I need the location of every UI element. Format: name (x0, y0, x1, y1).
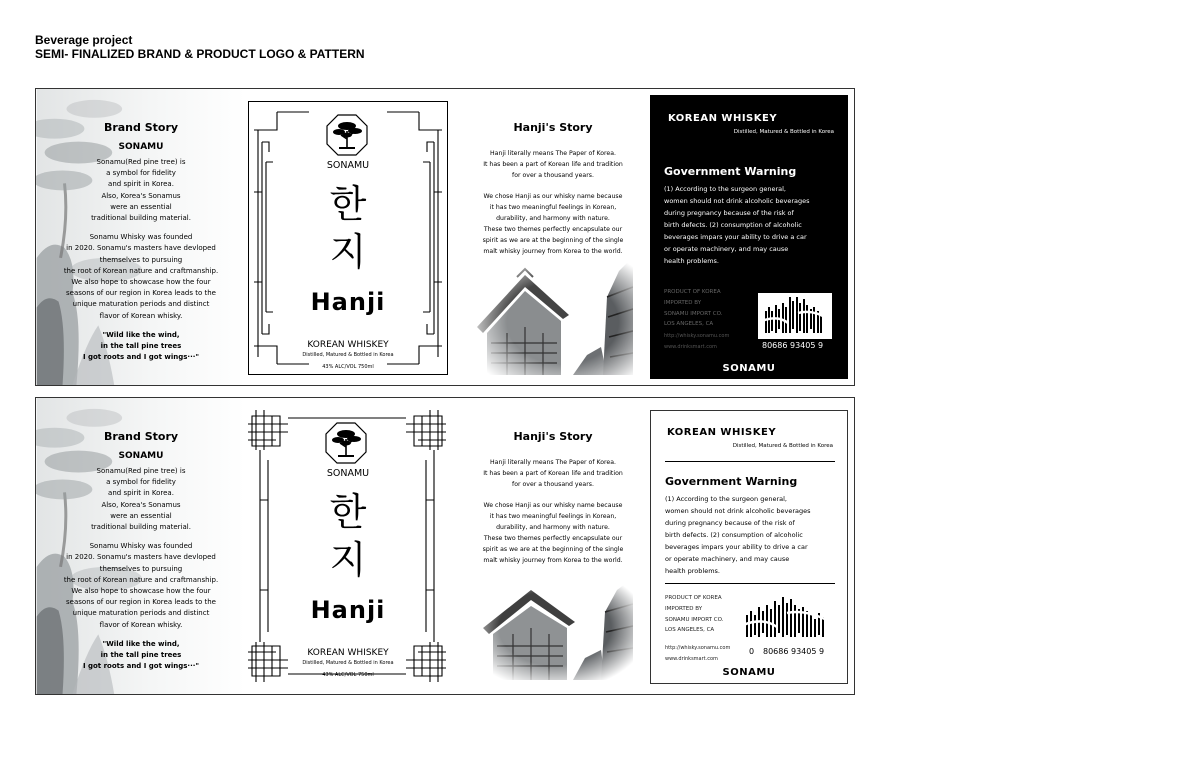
korean-palace-photo (477, 257, 633, 375)
text-line: We also hope to showcase how the four (71, 587, 211, 596)
text-line: for over a thousand years. (512, 481, 594, 488)
text-line: birth defects. (2) consumption of alcoholic (664, 221, 802, 229)
text-line: health problems. (664, 257, 719, 265)
korean-title-ji: 지 (329, 538, 367, 582)
product-type: KOREAN WHISKEY (307, 648, 389, 658)
text-line: beverages impars your ability to drive a car (664, 233, 807, 241)
project-subtitle: SEMI- FINALIZED BRAND & PRODUCT LOGO & PATTERN (35, 47, 365, 61)
text-line: the root of Korean nature and craftmanship. (63, 266, 219, 275)
text-line: PRODUCT OF KOREA (664, 289, 721, 295)
government-warning-title: Government Warning (665, 475, 798, 488)
text-line: "Wild like the wind, (102, 639, 180, 648)
label-sheet-1 (35, 88, 855, 386)
hanji-story-paragraph-1 (473, 457, 633, 490)
abv-volume: 43% ALC/VOL 750ml (322, 672, 374, 678)
text-line: in 2020. Sonamu's masters have devloped (66, 553, 216, 562)
divider (665, 583, 835, 584)
text-line: it has two meaningful feelings in Korean, (489, 513, 617, 520)
text-line: malt whisky journey from Korea to the world. (483, 557, 623, 564)
text-line: SONAMU IMPORT CO. (664, 310, 723, 317)
government-warning-title: Government Warning (664, 165, 797, 178)
hanji-story-section (473, 121, 633, 267)
back-distilled-text: Distilled, Matured & Bottled in Korea (732, 443, 833, 449)
import-info (665, 593, 723, 636)
text-line: Also, Korea's Sonamus (101, 500, 181, 509)
text-line: women should not drink alcoholic beverages (665, 507, 811, 515)
front-brand-name: SONAMU (326, 468, 370, 479)
text-line: Also, Korea's Sonamus (101, 191, 181, 200)
brand-quote (56, 639, 226, 673)
website-url: www.drinksmart.com (664, 343, 717, 350)
text-line: a symbol for fidelity (106, 169, 176, 178)
brand-story-paragraph-1 (56, 466, 226, 533)
text-line: flavor of Korean whisky. (99, 311, 183, 320)
government-warning-text (665, 493, 845, 577)
front-label (248, 101, 448, 375)
text-line: It has been a part of Korean life and tradition (483, 470, 623, 477)
barcode-prefix: 0 (749, 647, 755, 656)
brand-story-paragraph-2 (56, 232, 226, 322)
brand-story-title: Brand Story (103, 430, 179, 443)
back-label-light (650, 410, 848, 684)
website-links (664, 331, 729, 352)
text-line: birth defects. (2) consumption of alcoholic (665, 531, 803, 539)
text-line: in the tall pine trees (100, 342, 182, 351)
text-line: SONAMU IMPORT CO. (665, 616, 724, 623)
barcode-number: 80686 93405 9 (762, 341, 824, 350)
text-line: We also hope to showcase how the four (71, 278, 211, 287)
distilled-text: Distilled, Matured & Bottled in Korea (302, 660, 394, 666)
hanji-story-paragraph-1 (473, 148, 633, 181)
text-line: spirit as we are at the beginning of the single (482, 546, 624, 553)
text-line: LOS ANGELES, CA (664, 321, 714, 328)
project-title: Beverage project (35, 33, 133, 47)
text-line: spirit as we are at the beginning of the single (482, 237, 624, 244)
barcode-number: 80686 93405 9 (763, 647, 825, 656)
text-line: themselves to pursuing (99, 564, 183, 573)
text-line: We chose Hanji as our whisky name because (483, 193, 623, 200)
text-line: flavor of Korean whisky. (99, 620, 183, 629)
text-line: a symbol for fidelity (106, 478, 176, 487)
text-line: and spirit in Korea. (108, 489, 174, 498)
text-line: I got roots and I got wings···" (82, 662, 200, 671)
website-url: http://whisky.sonamu.com (665, 645, 731, 651)
text-line: durability, and harmony with nature. (496, 524, 610, 531)
text-line: beverages impars your ability to drive a car (665, 543, 808, 551)
back-brand-footer: SONAMU (722, 667, 776, 678)
text-line: themselves to pursuing (99, 255, 183, 264)
text-line: We chose Hanji as our whisky name because (483, 502, 623, 509)
text-line: IMPORTED BY (665, 605, 703, 612)
abv-volume: 43% ALC/VOL 750ml (322, 364, 374, 370)
product-name: Hanji (310, 288, 386, 316)
divider (665, 461, 835, 462)
website-url: http://whisky.sonamu.com (664, 333, 730, 339)
back-brand-footer: SONAMU (722, 363, 776, 374)
brand-story-paragraph-2 (56, 541, 226, 631)
text-line: in the tall pine trees (100, 651, 182, 660)
text-line: These two themes perfectly encapsulate our (483, 226, 623, 233)
text-line: I got roots and I got wings···" (82, 353, 200, 362)
brand-story-section (36, 398, 246, 694)
text-line: for over a thousand years. (512, 172, 594, 179)
label-sheet-2 (35, 397, 855, 695)
hanji-story-section (473, 430, 633, 576)
text-line: Hanji literally means The Paper of Korea. (490, 150, 616, 157)
text-line: (1) According to the surgeon general, (664, 185, 786, 193)
text-line: unique maturation periods and distinct (72, 300, 210, 309)
text-line: during pregnancy because of the risk of (664, 209, 794, 217)
text-line: in 2020. Sonamu's masters have devloped (66, 244, 216, 253)
text-line: malt whisky journey from Korea to the world. (483, 248, 623, 255)
text-line: These two themes perfectly encapsulate our (483, 535, 623, 542)
text-line: were an essential (110, 511, 172, 520)
text-line: LOS ANGELES, CA (665, 627, 715, 634)
website-links (665, 643, 730, 664)
pine-tree-emblem-icon (325, 113, 369, 157)
text-line: health problems. (665, 567, 720, 575)
text-line: IMPORTED BY (664, 299, 702, 306)
back-product-type: KOREAN WHISKEY (667, 427, 777, 438)
hanji-story-paragraph-2 (473, 500, 633, 566)
text-line: during pregnancy because of the risk of (665, 519, 795, 527)
pine-tree-emblem-icon (324, 421, 368, 465)
text-line: Sonamu Whisky was founded (89, 233, 193, 242)
text-line: Sonamu(Red pine tree) is (96, 158, 186, 166)
text-line: or operate machinery, and may cause (664, 245, 789, 253)
product-type: KOREAN WHISKEY (307, 340, 389, 350)
brand-story-paragraph-1 (56, 157, 226, 224)
text-line: seasons of our region in Korea leads to the (66, 289, 216, 298)
text-line: or operate machinery, and may cause (665, 555, 790, 563)
text-line: and spirit in Korea. (108, 180, 174, 189)
text-line: it has two meaningful feelings in Korean, (489, 204, 617, 211)
hanji-story-title: Hanji's Story (513, 430, 593, 443)
hanji-story-title: Hanji's Story (513, 121, 593, 134)
back-label-dark (650, 95, 848, 379)
text-line: traditional building material. (91, 523, 191, 532)
barcode-icon (741, 595, 833, 641)
back-product-type: KOREAN WHISKEY (668, 113, 778, 124)
text-line: PRODUCT OF KOREA (665, 595, 722, 601)
website-url: www.drinksmart.com (665, 655, 718, 662)
text-line: Sonamu(Red pine tree) is (96, 467, 186, 475)
text-line: It has been a part of Korean life and tradition (483, 161, 623, 168)
text-line: seasons of our region in Korea leads to the (66, 598, 216, 607)
barcode-icon (758, 293, 832, 339)
front-label (248, 410, 448, 684)
brand-story-name: SONAMU (118, 451, 164, 461)
import-info (664, 287, 722, 330)
text-line: traditional building material. (91, 214, 191, 223)
text-line: unique maturation periods and distinct (72, 609, 210, 618)
text-line: women should not drink alcoholic beverages (664, 197, 810, 205)
product-name: Hanji (310, 596, 386, 624)
korean-title-han: 한 (329, 490, 367, 534)
korean-title-ji: 지 (329, 230, 367, 274)
text-line: Sonamu Whisky was founded (89, 542, 193, 551)
distilled-text: Distilled, Matured & Bottled in Korea (302, 352, 394, 358)
korean-title-han: 한 (329, 182, 367, 226)
brand-story-name: SONAMU (118, 142, 164, 152)
brand-story-title: Brand Story (103, 121, 179, 134)
text-line: were an essential (110, 202, 172, 211)
korean-palace-photo (477, 576, 633, 680)
back-distilled-text: Distilled, Matured & Bottled in Korea (733, 129, 834, 135)
front-brand-name: SONAMU (326, 160, 370, 171)
text-line: "Wild like the wind, (102, 330, 180, 339)
brand-story-section (36, 89, 246, 385)
brand-quote (56, 330, 226, 364)
text-line: Hanji literally means The Paper of Korea. (490, 459, 616, 466)
text-line: the root of Korean nature and craftmanship. (63, 575, 219, 584)
government-warning-text (664, 183, 844, 267)
text-line: durability, and harmony with nature. (496, 215, 610, 222)
hanji-story-paragraph-2 (473, 191, 633, 257)
text-line: (1) According to the surgeon general, (665, 495, 787, 503)
